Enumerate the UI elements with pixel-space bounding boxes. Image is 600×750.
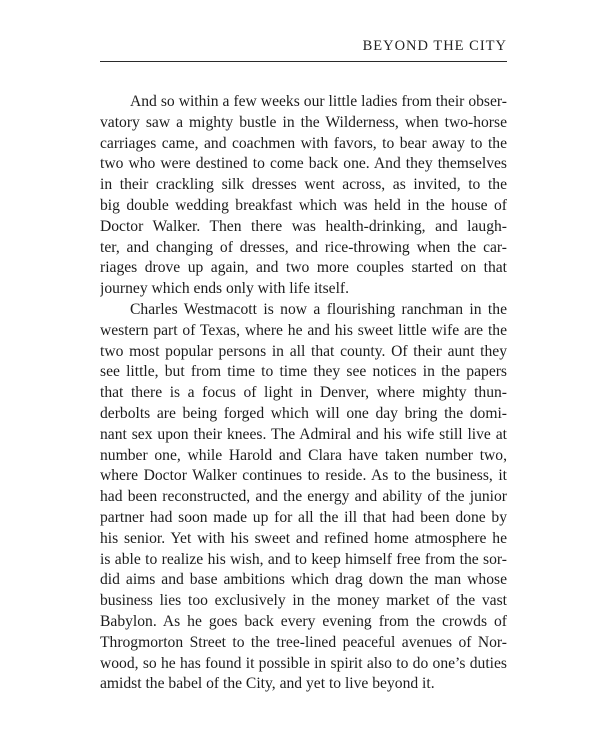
paragraph-1 [100,92,507,300]
text-line: derbolts are being forged which will one day bring the domi- [100,404,507,422]
text-line: And so within a few weeks our little ladies from their obser- [130,93,507,110]
text-line: journey which ends only with life itself. [100,280,350,298]
paragraph-2 [100,300,507,695]
text-line: two most popular persons in all that county. Of their aunt they [100,342,507,360]
text-line: number one, while Harold and Clara have taken number two, [100,446,507,464]
text-line: wood, so he has found it possible in spirit also to do one’s duties [100,654,507,672]
text-line: that there is a focus of light in Denver, where mighty thun- [100,384,507,402]
running-head: BEYOND THE CITY [362,38,507,54]
text-line: nant sex upon their knees. The Admiral and his wife still live at [100,425,507,443]
text-line: riages drove up again, and two more couples started on that [100,259,507,277]
text-line: Doctor Walker. Then there was health-drinking, and laugh- [100,217,507,235]
text-line: did aims and base ambitions which drag down the man whose [100,571,507,589]
text-line: Throgmorton Street to the tree-lined peaceful avenues of Nor- [100,633,507,651]
text-line: western part of Texas, where he and his sweet little wife are the [100,321,507,339]
text-line: business lies too exclusively in the money market of the vast [100,592,507,610]
body-text [100,92,507,695]
text-line: Babylon. As he goes back every evening from the crowds of [100,612,507,630]
text-line: see little, but from time to time they see notices in the papers [100,363,507,381]
header-rule [100,61,507,62]
text-line: is able to realize his wish, and to keep himself free from the sor- [100,550,507,568]
text-line: Charles Westmacott is now a flourishing ranchman in the [130,300,507,318]
text-line: partner had soon made up for all the ill that had been done by [100,508,507,526]
text-line: his senior. Yet with his sweet and refined home atmosphere he [100,529,507,547]
text-line: two who were destined to come back one. And they themselves [100,155,507,173]
text-line: big double wedding breakfast which was held in the house of [100,196,507,214]
text-line: in their crackling silk dresses went across, as invited, to the [100,176,507,194]
text-line: amidst the babel of the City, and yet to live beyond it. [100,675,435,693]
text-line: ter, and changing of dresses, and rice-throwing when the car- [100,238,507,256]
text-line: where Doctor Walker continues to reside. As to the business, it [100,467,507,485]
text-line: had been reconstructed, and the energy and ability of the junior [100,488,507,506]
text-line: vatory saw a mighty bustle in the Wilderness, when two-horse [100,113,507,131]
text-line: carriages came, and coachmen with favors, to bear away to the [100,134,507,152]
